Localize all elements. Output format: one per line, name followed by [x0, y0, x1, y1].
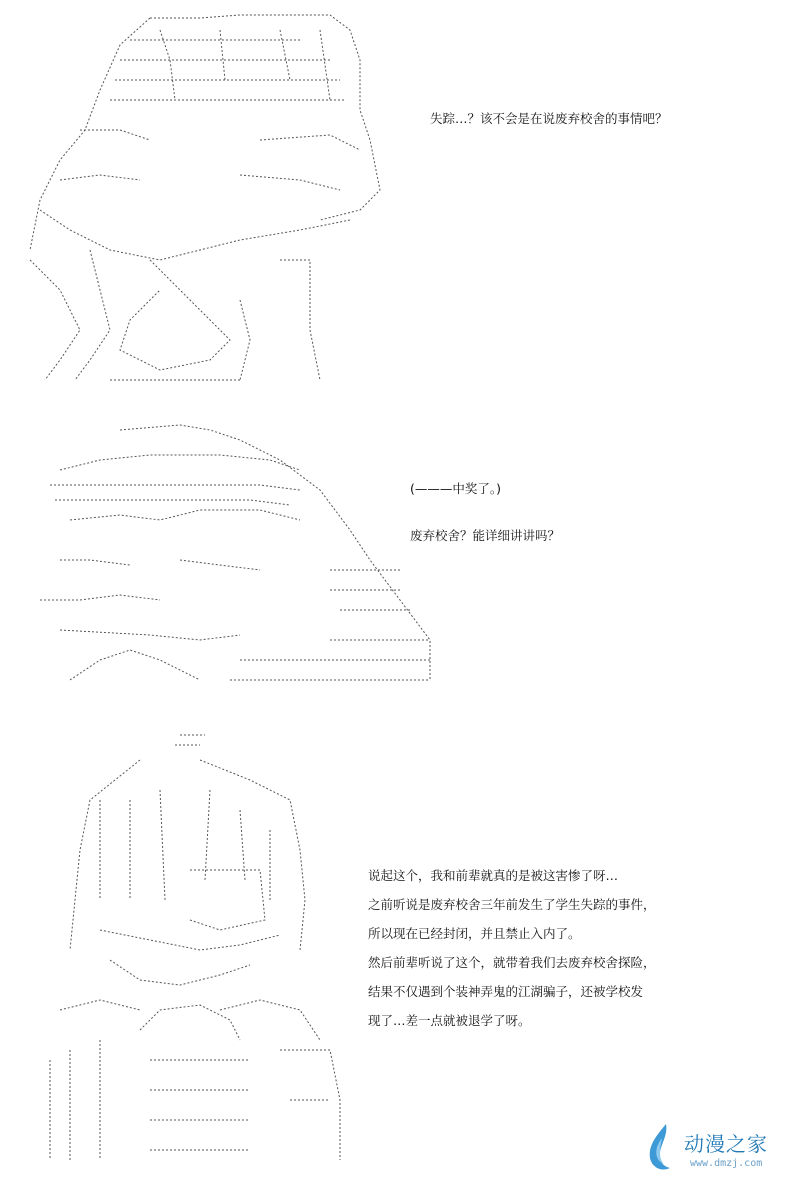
dmzj-watermark	[640, 1120, 800, 1180]
dialogue-panel1: 失踪…？该不会是在说废弃校舍的事情吧？	[430, 111, 668, 126]
dialogue-panel2-thought: (———中奖了。)	[410, 481, 502, 496]
dialogue-line: 结果不仅遇到个装神弄鬼的江湖骗子，还被学校发	[368, 984, 644, 999]
dialogue-panel3	[368, 868, 656, 1042]
dialogue-panel2-question: 废弃校舍？能详细讲讲吗？	[410, 528, 561, 543]
dialogue-line: 然后前辈听说了这个，就带着我们去废弃校舍探险，	[368, 955, 656, 970]
dmzj-logo-icon	[640, 1120, 684, 1176]
dialogue-line: 说起这个，我和前辈就真的是被这害惨了呀…	[368, 868, 619, 883]
dialogue-line: 现了…差一点就被退学了呀。	[368, 1013, 531, 1028]
dialogue-line: 之前听说是废弃校舍三年前发生了学生失踪的事件，	[368, 897, 656, 912]
dialogue-line: 所以现在已经封闭，并且禁止入内了。	[368, 926, 581, 941]
brand-name: 动漫之家	[684, 1132, 768, 1156]
brand-url: www.dmzj.com	[690, 1158, 763, 1169]
